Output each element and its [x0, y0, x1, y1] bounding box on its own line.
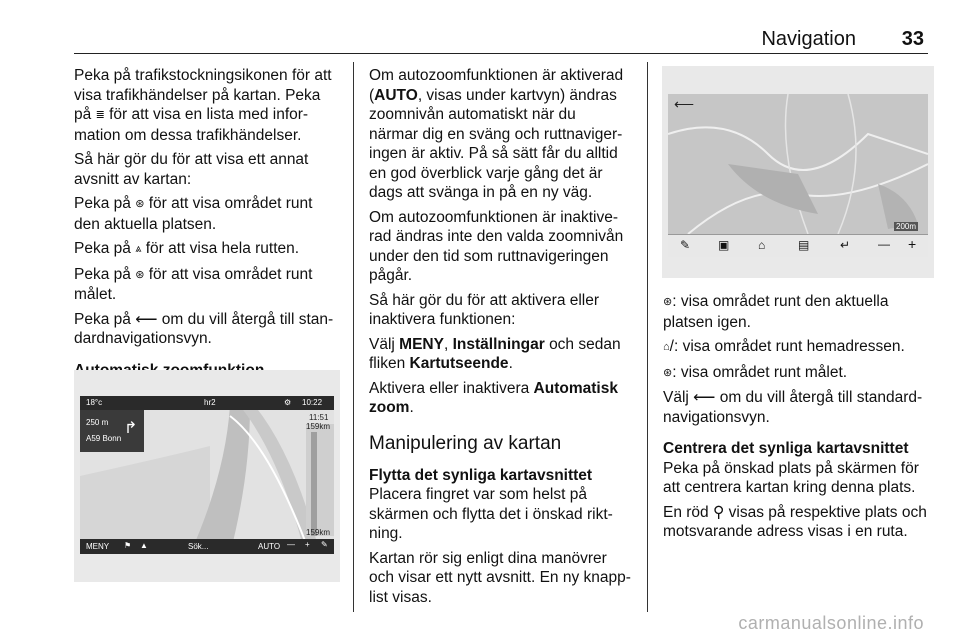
auto-button[interactable]: AUTO	[258, 542, 281, 551]
paragraph: Peka på trafikstockningsikonen för att visa trafikhändelser på kartan. Peka på ≣ för att visa en lista med infor- mation om dessa trafikhändelser.	[74, 67, 332, 144]
map-scale: 200m	[896, 222, 917, 231]
flag-icon[interactable]: ⚑	[124, 541, 132, 550]
navigation-arrow-icon[interactable]: ▲	[140, 541, 148, 550]
destination-icon: ⊛	[135, 268, 145, 281]
map-graphic	[668, 94, 928, 234]
watermark: carmanualsonline.info	[738, 613, 924, 633]
zoom-in-icon[interactable]: +	[305, 540, 310, 549]
edit-icon[interactable]: ✎	[680, 238, 691, 252]
back-arrow-icon[interactable]: ⟵	[674, 96, 695, 112]
home-icon: ⌂	[663, 341, 670, 353]
paragraph: Peka på ⩓ för att visa hela rutten.	[74, 239, 350, 260]
column-1	[74, 66, 350, 385]
temperature: 18°c	[86, 398, 103, 407]
paragraph: Om autozoomfunktionen är inaktive- rad ändras inte den valda zoomnivån under den tid som ruttnavigeringen pågår.	[369, 208, 624, 284]
zoom-in-icon[interactable]: +	[908, 236, 917, 252]
distance-bottom: 159km	[306, 528, 331, 537]
nav-bottom-bar	[80, 539, 334, 554]
route-icon: ⩓	[135, 243, 142, 255]
destination-icon: ⊛	[663, 366, 673, 379]
nav-display	[80, 396, 334, 554]
navigation-screen-figure	[74, 370, 340, 582]
page-header	[0, 24, 960, 54]
paragraph: Placera fingret var som helst på skärmen och flytta det i önskad rikt- ning.	[369, 486, 613, 542]
pin-icon: ⚲	[712, 503, 725, 521]
paragraph: Peka på önskad plats på skärmen för att centrera kartan kring denna plats.	[663, 459, 919, 496]
paragraph: Så här gör du för att visa ett annat avsnitt av kartan:	[74, 151, 309, 188]
menu-button[interactable]: MENY	[86, 542, 110, 551]
search-button[interactable]: Sök...	[188, 542, 209, 551]
paragraph: ⊛: visa området runt målet.	[663, 363, 935, 384]
gear-icon: ⚙	[284, 398, 292, 407]
list-icon: ≣	[95, 109, 105, 121]
paragraph: Kartan rör sig enligt dina manövrer och visar ett nytt avsnitt. En ny knapp- list visas.	[369, 549, 631, 606]
column-divider	[353, 62, 354, 612]
return-icon[interactable]: ↵	[840, 238, 851, 252]
zoom-out-icon[interactable]: —	[878, 237, 890, 251]
paragraph: Peka på ⊛ för att visa området runt målet.	[74, 265, 313, 303]
turn-right-icon: ↱	[124, 420, 138, 437]
turn-distance: 250 m	[86, 418, 109, 427]
eta: 11:51	[309, 413, 329, 422]
status-mid: hr2	[204, 398, 216, 407]
paragraph: Välj MENY, Inställningar och sedan fliken Kartutseende.	[369, 335, 621, 372]
clock: 10:22	[302, 398, 323, 407]
paragraph: En röd ⚲ visas på respektive plats och motsvarande adress visas i en ruta.	[663, 503, 927, 540]
paragraph: Välj ⟵ om du vill återgå till standard- navigationsvyn.	[663, 389, 923, 426]
current-location-icon[interactable]: ▣	[718, 238, 730, 252]
subsection-heading: Flytta det synliga kartavsnittet	[369, 466, 593, 484]
page-title: Navigation	[761, 28, 856, 50]
nav-status-bar	[80, 396, 334, 410]
column-2	[369, 66, 643, 612]
paragraph: Peka på ⟵ om du vill återgå till stan- dardnavigationsvyn.	[74, 310, 334, 347]
distance-top: 159km	[306, 422, 331, 431]
turn-indicator	[80, 410, 144, 452]
subsection-heading: Centrera det synliga kartavsnittet	[663, 440, 909, 457]
map-display	[668, 94, 928, 256]
paragraph: ⊛: visa området runt den aktuella platsen igen.	[663, 293, 889, 331]
destination-icon[interactable]: ▤	[798, 238, 810, 252]
current-location-icon: ⊛	[663, 296, 673, 308]
paragraph: Peka på ⊛ för att visa området runt den aktuella platsen.	[74, 195, 313, 233]
turn-road: A59 Bonn	[86, 434, 122, 443]
header-rule	[74, 53, 928, 54]
back-arrow-icon: ⟵	[693, 389, 716, 406]
current-location-icon: ⊛	[135, 198, 145, 210]
edit-icon[interactable]: ✎	[321, 540, 328, 549]
section-heading: Manipulering av kartan	[369, 432, 562, 454]
paragraph: Så här gör du för att aktivera eller inaktivera funktionen:	[369, 291, 600, 328]
zoom-out-icon[interactable]: —	[287, 540, 295, 549]
home-icon[interactable]: ⌂	[758, 238, 766, 252]
paragraph: Aktivera eller inaktivera Automatisk zoom.	[369, 379, 618, 416]
page-number: 33	[901, 28, 924, 50]
column-divider	[647, 62, 648, 612]
map-screen-figure	[662, 66, 934, 278]
map-toolbar	[668, 234, 928, 257]
paragraph: Om autozoomfunktionen är aktiverad (AUTO, visas under kartvyn) ändras zoomnivån automatiskt när du närmar dig en sväng och ruttnaviger- ingen är aktiv. På så sätt får du alltid en god överblick varje gång det är dags att svänga in på en ny väg.	[369, 67, 624, 201]
column-3	[663, 292, 935, 547]
back-arrow-icon: ⟵	[135, 310, 158, 328]
paragraph: ⌂/: visa området runt hemadressen.	[663, 337, 935, 358]
